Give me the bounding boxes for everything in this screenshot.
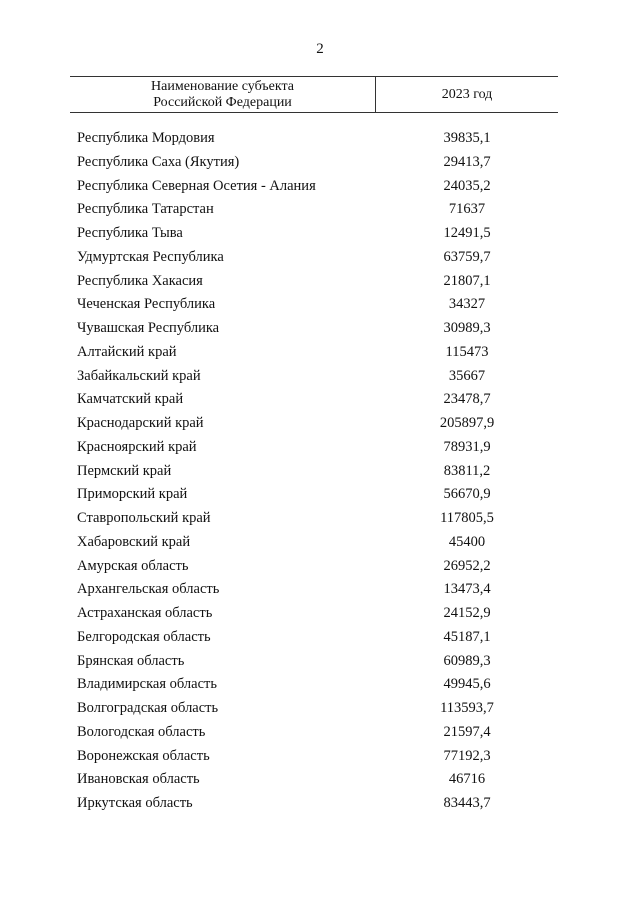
region-value: 205897,9 xyxy=(439,415,495,431)
region-value: 35667 xyxy=(448,367,486,384)
region-name: Волгоградская область xyxy=(77,700,219,716)
region-name: Чеченская Республика xyxy=(77,296,216,313)
region-name: Республика Тыва xyxy=(77,225,183,241)
region-value: 77192,3 xyxy=(443,747,491,764)
region-name: Республика Хакасия xyxy=(77,272,203,289)
region-name: Иркутская область xyxy=(77,795,193,811)
table-row xyxy=(0,317,640,341)
region-name: Воронежская область xyxy=(77,747,210,764)
region-value: 21807,1 xyxy=(443,272,491,289)
region-value: 45400 xyxy=(448,533,486,550)
region-value: 24152,9 xyxy=(443,605,491,621)
region-name: Забайкальский край xyxy=(77,367,201,384)
table-header xyxy=(70,76,558,113)
region-value: 29413,7 xyxy=(443,153,491,170)
region-value: 13473,4 xyxy=(443,581,491,598)
region-name: Краснодарский край xyxy=(77,415,204,431)
table-row xyxy=(0,531,640,555)
region-value: 21597,4 xyxy=(443,723,491,740)
table-row xyxy=(0,270,640,294)
region-name: Ивановская область xyxy=(77,771,200,788)
region-name: Брянская область xyxy=(77,652,185,669)
table-row xyxy=(0,222,640,246)
region-name: Пермский край xyxy=(77,462,172,479)
region-value: 113593,7 xyxy=(440,700,494,716)
region-name: Камчатский край xyxy=(77,391,184,408)
region-name: Ставропольский край xyxy=(77,510,211,526)
region-value: 78931,9 xyxy=(443,438,491,455)
region-name: Республика Северная Осетия - Алания xyxy=(77,177,316,194)
region-value: 24035,2 xyxy=(443,177,491,194)
region-value: 23478,7 xyxy=(443,391,491,408)
region-name: Алтайский край xyxy=(77,343,177,360)
region-name: Владимирская область xyxy=(77,676,217,693)
table-row xyxy=(0,555,640,579)
region-value: 26952,2 xyxy=(443,557,491,574)
region-value: 83443,7 xyxy=(443,795,491,811)
region-value: 60989,3 xyxy=(443,652,491,669)
table-row xyxy=(0,365,640,389)
region-name: Астраханская область xyxy=(77,605,213,621)
region-name: Амурская область xyxy=(77,557,189,574)
region-value: 49945,6 xyxy=(443,676,491,693)
table-row xyxy=(0,151,640,175)
region-name: Республика Саха (Якутия) xyxy=(77,153,240,170)
region-value: 45187,1 xyxy=(443,628,491,645)
table-row xyxy=(0,175,640,199)
region-name: Архангельская область xyxy=(77,581,220,598)
table-row xyxy=(0,697,640,721)
table-row xyxy=(0,745,640,769)
region-name: Республика Татарстан xyxy=(77,201,214,218)
region-value: 30989,3 xyxy=(443,320,491,336)
region-name: Приморский край xyxy=(77,486,188,503)
table-row xyxy=(0,436,640,460)
table-row xyxy=(0,341,640,365)
region-value: 34327 xyxy=(448,296,486,313)
region-name: Хабаровский край xyxy=(77,533,191,550)
table-row xyxy=(0,602,640,626)
table-row xyxy=(0,460,640,484)
table-row xyxy=(0,388,640,412)
region-value: 83811,2 xyxy=(443,462,491,479)
page-number: 2 xyxy=(316,41,324,57)
table-row xyxy=(0,483,640,507)
table-body xyxy=(0,127,640,816)
region-name: Белгородская область xyxy=(77,628,211,645)
table-row xyxy=(0,768,640,792)
table-row xyxy=(0,293,640,317)
table-row xyxy=(0,507,640,531)
region-name: Красноярский край xyxy=(77,438,197,455)
region-name: Удмуртская Республика xyxy=(77,248,224,265)
region-value: 63759,7 xyxy=(443,248,491,265)
region-value: 12491,5 xyxy=(443,225,491,241)
region-value: 115473 xyxy=(445,343,489,360)
table-row xyxy=(0,246,640,270)
table-row xyxy=(0,578,640,602)
region-name: Республика Мордовия xyxy=(77,130,215,146)
region-value: 117805,5 xyxy=(440,510,494,526)
column-header-region-line2: Российской Федерации xyxy=(153,94,292,110)
table-row xyxy=(0,198,640,222)
column-header-year: 2023 год xyxy=(441,86,493,102)
region-value: 56670,9 xyxy=(443,486,491,503)
column-header-region-line1: Наименование субъекта xyxy=(151,78,294,94)
region-value: 39835,1 xyxy=(443,130,491,146)
region-name: Чувашская Республика xyxy=(77,320,220,336)
table-row xyxy=(0,792,640,816)
table-row xyxy=(0,673,640,697)
table-row xyxy=(0,721,640,745)
table-row xyxy=(0,412,640,436)
table-row xyxy=(0,650,640,674)
region-value: 46716 xyxy=(448,771,486,788)
table-row xyxy=(0,127,640,151)
table-row xyxy=(0,626,640,650)
region-name: Вологодская область xyxy=(77,723,206,740)
column-header-region xyxy=(70,77,376,112)
region-value: 71637 xyxy=(448,201,486,218)
